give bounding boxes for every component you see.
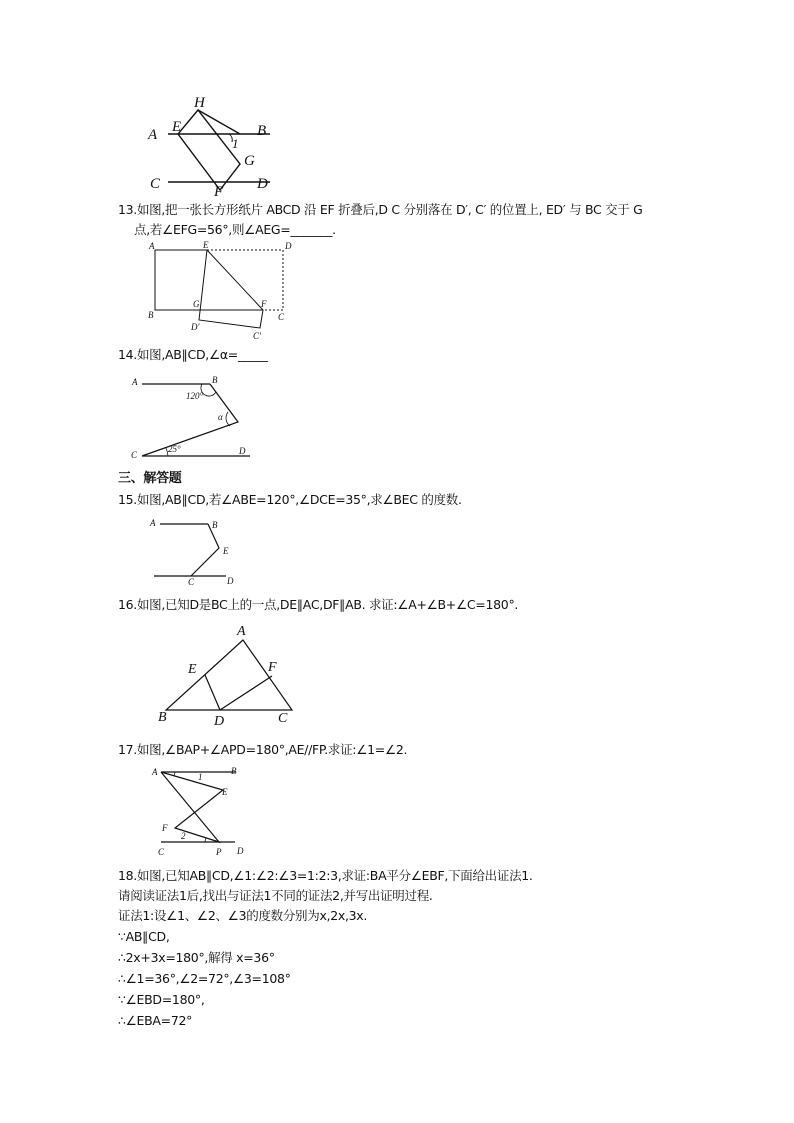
label-angle-1: 1	[198, 772, 203, 782]
label-F: F	[162, 823, 168, 833]
label-C: C	[278, 312, 285, 322]
label-D: D	[239, 446, 246, 456]
label-E: E	[172, 119, 182, 135]
label-angle-2: 2	[181, 831, 186, 841]
section-3-heading: 三、解答题	[118, 471, 182, 486]
label-B: B	[212, 520, 218, 530]
label-C: C	[158, 847, 165, 857]
label-B: B	[212, 375, 218, 385]
label-G: G	[193, 299, 200, 309]
label-F: F	[214, 184, 224, 200]
figure-zigzag-parallel	[145, 762, 250, 860]
label-F: F	[261, 299, 267, 309]
label-C: C	[131, 450, 138, 460]
q13-text-line1: 13.如图,把一张长方形纸片 ABCD 沿 EF 折叠后,D C 分别落在 D′, C′ 的位置上, ED′ 与 BC 交于 G	[118, 202, 643, 217]
label-P: P	[216, 847, 222, 857]
label-E: E	[188, 662, 197, 677]
q18-text-line4: ∵AB∥CD,	[118, 929, 170, 944]
label-B: B	[257, 123, 267, 139]
label-25-degrees: 25°	[168, 444, 181, 454]
label-120-degrees: 120°	[186, 391, 204, 401]
label-E: E	[203, 240, 209, 250]
label-D: D	[237, 846, 244, 856]
label-A: A	[149, 241, 155, 251]
q18-text-line6: ∴∠1=36°,∠2=72°,∠3=108°	[118, 971, 291, 986]
label-A: A	[132, 377, 138, 387]
q18-text-line5: ∴2x+3x=180°,解得 x=36°	[118, 950, 275, 965]
label-A: A	[150, 518, 156, 528]
label-G: G	[244, 153, 255, 169]
label-D: D	[285, 241, 292, 251]
figure-folded-paper	[145, 240, 295, 345]
label-F: F	[268, 660, 277, 675]
q18-text-line2: 请阅读证法1后,找出与证法1不同的证法2,并写出证明过程.	[118, 888, 433, 903]
label-D: D	[227, 576, 234, 586]
q13-text-line2: 点,若∠EFG=56°,则∠AEG=_______.	[134, 222, 336, 237]
figure-bent-line	[144, 514, 244, 586]
label-C: C	[188, 577, 195, 587]
q18-text-line1: 18.如图,已知AB∥CD,∠1:∠2:∠3=1:2:3,求证:BA平分∠EBF,下面给出证法1.	[118, 868, 533, 883]
q17-text: 17.如图,∠BAP+∠APD=180°,AE//FP.求证:∠1=∠2.	[118, 742, 408, 757]
figure-parallel-rectangle	[140, 92, 280, 200]
label-C: C	[150, 176, 161, 192]
figure-zigzag-angles	[128, 370, 258, 465]
label-alpha: α	[218, 412, 223, 422]
q15-text: 15.如图,AB∥CD,若∠ABE=120°,∠DCE=35°,求∠BEC 的度数.	[118, 492, 462, 507]
label-angle-1: 1	[232, 136, 239, 151]
label-B: B	[158, 710, 167, 725]
label-A: A	[152, 767, 158, 777]
label-B: B	[231, 766, 237, 776]
label-D: D	[257, 176, 268, 192]
label-D: D	[214, 714, 225, 729]
label-C: C	[278, 711, 288, 726]
q18-text-line8: ∴∠EBA=72°	[118, 1013, 193, 1028]
q14-text: 14.如图,AB∥CD,∠α=_____	[118, 347, 268, 362]
label-B: B	[148, 310, 154, 320]
label-D-prime: D′	[191, 322, 200, 332]
label-C-prime: C′	[253, 331, 261, 341]
label-H: H	[194, 95, 205, 111]
label-A: A	[237, 624, 246, 639]
q18-text-line3: 证法1:设∠1、∠2、∠3的度数分别为x,2x,3x.	[118, 908, 368, 923]
label-A: A	[148, 127, 158, 143]
label-E: E	[222, 787, 228, 797]
figure-triangle	[150, 620, 310, 730]
label-E: E	[223, 546, 229, 556]
q18-text-line7: ∵∠EBD=180°,	[118, 992, 205, 1007]
q16-text: 16.如图,已知D是BC上的一点,DE∥AC,DF∥AB. 求证:∠A+∠B+∠C=180°.	[118, 597, 519, 612]
